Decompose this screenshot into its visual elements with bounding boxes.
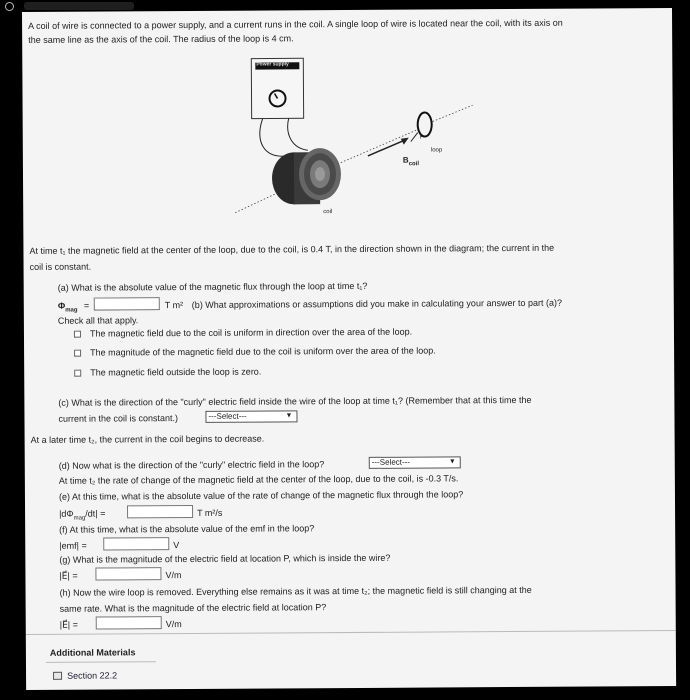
footer-divider [26, 630, 676, 635]
supply-wire-1 [260, 118, 291, 156]
part-f-label: |emf| = [59, 540, 87, 551]
option-1-label: The magnetic field due to the coil is uniform in direction over the area of the loop. [89, 326, 413, 339]
axis-line-right [433, 105, 473, 121]
part-d-question: (d) Now what is the direction of the "curly" electric field in the loop? [58, 459, 325, 471]
part-f-unit: V [173, 540, 180, 551]
question-panel [22, 8, 676, 690]
intro-line-1: A coil of wire is connected to a power supply, and a current runs in the coil. A single loop of wire is located near the coil, with its axis on [28, 17, 563, 31]
later-time-text: At a later time t₂, the current in the coil begins to decrease. [30, 433, 265, 445]
option-2-label: The magnitude of the magnetic field due to the coil is uniform over the area of the loop. [90, 345, 436, 358]
t1-context-line-2: coil is constant. [29, 261, 92, 272]
part-h-line-1: (h) Now the wire loop is removed. Everything else remains as it was at time t₂; the magnetic field is still changing at the [59, 584, 532, 598]
coil-label: coil [323, 209, 333, 216]
wire-loop [418, 112, 432, 136]
intro-line-2: the same line as the axis of the coil. The radius of the loop is 4 cm. [28, 33, 294, 45]
part-h-line-2: same rate. What is the magnitude of the electric field at location P? [59, 602, 327, 614]
part-e-flux-rate-input[interactable] [127, 505, 193, 518]
additional-materials-heading: Additional Materials [49, 647, 136, 658]
option-2-checkbox[interactable] [74, 350, 81, 357]
part-d-rate-text: At time t₂ the rate of change of the magnetic field at the center of the loop, due to the coil, is -0.3 T/s. [58, 473, 459, 486]
part-h-efield-input[interactable] [96, 616, 162, 629]
loop-label: loop [430, 147, 443, 154]
power-supply-label: Power supply [256, 61, 289, 68]
part-d-direction-select[interactable]: ---Select--- ▼ [369, 456, 461, 469]
part-e-label: $|d\Phi_{mag}/dt|$ = [59, 508, 106, 522]
coil-shape [272, 148, 341, 204]
section-link[interactable]: Section 22.2 [67, 670, 118, 681]
part-a-flux-input[interactable] [94, 297, 160, 310]
part-g-question: (g) What is the magnitude of the electric field at location P, which is inside the wire? [59, 552, 391, 565]
part-e-unit: T m²/s [197, 507, 223, 518]
part-c-line-1: (c) What is the direction of the "curly" electric field inside the wire of the loop at time t₁? (Remember that at this time the [58, 394, 532, 408]
book-icon [53, 672, 62, 680]
svg-text:P: P [419, 134, 424, 141]
blurred-tab-label [24, 2, 134, 10]
check-all-label: Check all that apply. [57, 315, 139, 326]
part-g-label: |E⃗| = [59, 570, 78, 581]
option-3-checkbox[interactable] [74, 370, 81, 377]
chevron-down-icon: ▼ [285, 412, 293, 420]
part-b-question: (b) What approximations or assumptions did you make in calculating your answer to part (a)? [191, 297, 562, 310]
part-h-unit: V/m [165, 619, 182, 630]
part-f-question: (f) At this time, what is the absolute value of the emf in the loop? [59, 523, 315, 535]
option-1-checkbox[interactable] [74, 331, 81, 338]
flux-symbol: $\Phi_{mag}$ [57, 300, 78, 314]
part-g-unit: V/m [165, 570, 182, 581]
part-h-label: |E⃗| = [59, 619, 78, 630]
chevron-down-icon: ▼ [448, 458, 456, 466]
option-3-label: The magnetic field outside the loop is zero. [90, 366, 262, 378]
part-a-equals: = [83, 300, 90, 311]
supply-wire-2 [288, 118, 308, 150]
circle-icon [5, 2, 14, 11]
part-a-unit: T m² [164, 300, 184, 311]
part-c-line-2: current in the coil is constant.) [58, 413, 179, 424]
part-a-question: (a) What is the absolute value of the magnetic flux through the loop at time t₁? [57, 280, 368, 293]
t1-context-line-1: At time t₁ the magnetic field at the center of the loop, due to the coil, is 0.4 T, in the direction shown in the diagram; the current in the [29, 242, 555, 256]
heading-underline [46, 661, 156, 663]
coil-loop-diagram [22, 8, 673, 222]
part-g-efield-input[interactable] [95, 567, 161, 580]
part-e-question: (e) At this time, what is the absolute value of the rate of change of the magnetic flux through the loop? [58, 489, 464, 502]
part-c-direction-select[interactable]: ---Select--- ▼ [205, 410, 297, 423]
b-coil-label: $B_{coil}$ [402, 155, 420, 168]
b-coil-arrow [368, 140, 406, 156]
part-f-emf-input[interactable] [103, 537, 169, 550]
